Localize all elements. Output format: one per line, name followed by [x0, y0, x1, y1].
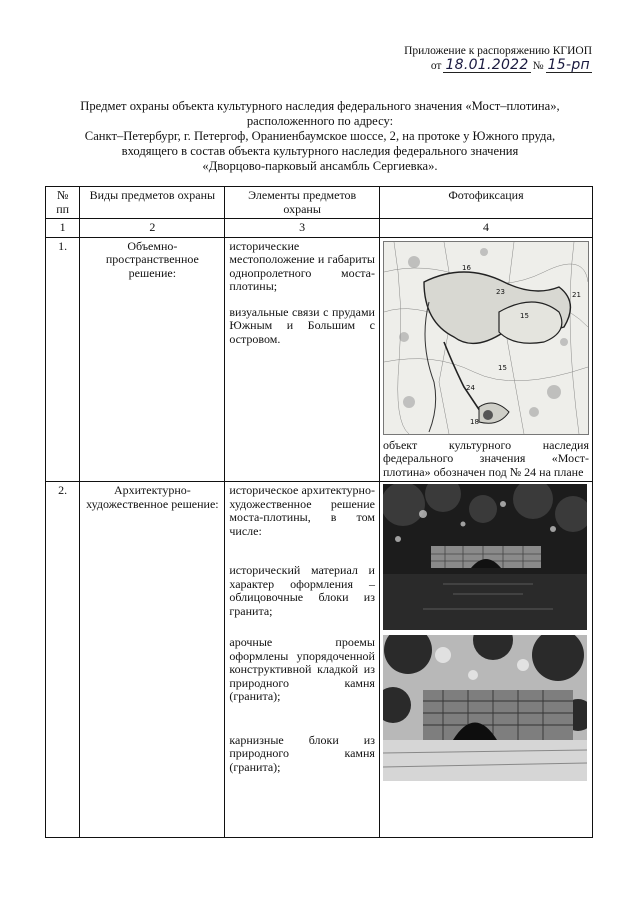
header-num: № пп: [46, 187, 80, 219]
row-type: Объемно-пространственное решение:: [80, 237, 225, 482]
photo-caption: объект культурного наследия федерального значения «Мост-плотина» обозначен под № 24 на плане: [382, 437, 589, 479]
col-number: 1: [46, 219, 80, 238]
from-label: от: [430, 60, 442, 72]
element-item: визуальные связи с прудами Южным и Большим с островом.: [229, 304, 375, 346]
plan-label: 24: [465, 383, 475, 392]
appendix-title: Приложение к распоряжению КГИОП: [404, 45, 592, 57]
decree-number: 15-рп: [547, 57, 590, 73]
plan-label: 16: [461, 263, 471, 272]
appendix-reference: [404, 44, 592, 73]
col-number: 2: [80, 219, 225, 238]
table-row: [46, 482, 593, 838]
col-number: 3: [225, 219, 380, 238]
plan-map-icon: [383, 241, 589, 435]
header-type: Виды предметов охраны: [80, 187, 225, 219]
bridge-photo-icon: [383, 635, 587, 781]
heading-line-1: Предмет охраны объекта культурного наследия федерального значения «Мост–плотина»,: [80, 99, 560, 113]
row-type: Архитектурно-художественное решение:: [80, 482, 225, 838]
heading-line-5: «Дворцово-парковый ансамбль Сергиевка».: [202, 159, 438, 173]
number-label: №: [532, 60, 544, 72]
protection-table: [45, 186, 593, 838]
plan-label: 21: [571, 290, 581, 299]
column-number-row: [46, 219, 593, 238]
header-elements: Элементы предметов охраны: [225, 187, 380, 219]
row-elements: [225, 237, 380, 482]
heading-line-4: входящего в состав объекта культурного наследия федерального значения: [121, 144, 519, 158]
plan-label: 23: [495, 287, 505, 296]
decree-date: 18.01.2022: [445, 57, 529, 73]
header-row: [46, 187, 593, 219]
document-heading: [40, 99, 600, 174]
header-photo: Фотофиксация: [379, 187, 592, 219]
heading-line-2: расположенного по адресу:: [246, 114, 394, 128]
plan-label: 15: [497, 363, 507, 372]
element-item: историческое архитектурно-художественное решение моста-плотины, в том числе:: [229, 483, 375, 538]
row-photo: [379, 482, 592, 838]
row-number: 2.: [46, 482, 80, 838]
col-number: 4: [379, 219, 592, 238]
row-number: 1.: [46, 237, 80, 482]
element-item: исторический материал и характер оформления – облицовочные блоки из гранита;: [229, 563, 375, 618]
element-item: арочные проемы оформлены упорядоченной конструктивной кладкой из природного камня (гранита);: [229, 635, 375, 703]
heading-line-3: Санкт–Петербург, г. Петергоф, Ораниенбаумское шоссе, 2, на протоке у Южного пруда,: [84, 129, 556, 143]
row-photo: [379, 237, 592, 482]
bridge-photo-icon: [383, 484, 587, 630]
appendix-date-line: [404, 58, 592, 73]
row-elements: [225, 482, 380, 838]
element-item: исторические местоположение и габариты однопролетного моста-плотины;: [229, 238, 375, 293]
plan-label: 18: [469, 417, 479, 426]
table-row: [46, 237, 593, 482]
plan-label: 15: [519, 311, 529, 320]
element-item: карнизные блоки из природного камня (гранита);: [229, 732, 375, 774]
